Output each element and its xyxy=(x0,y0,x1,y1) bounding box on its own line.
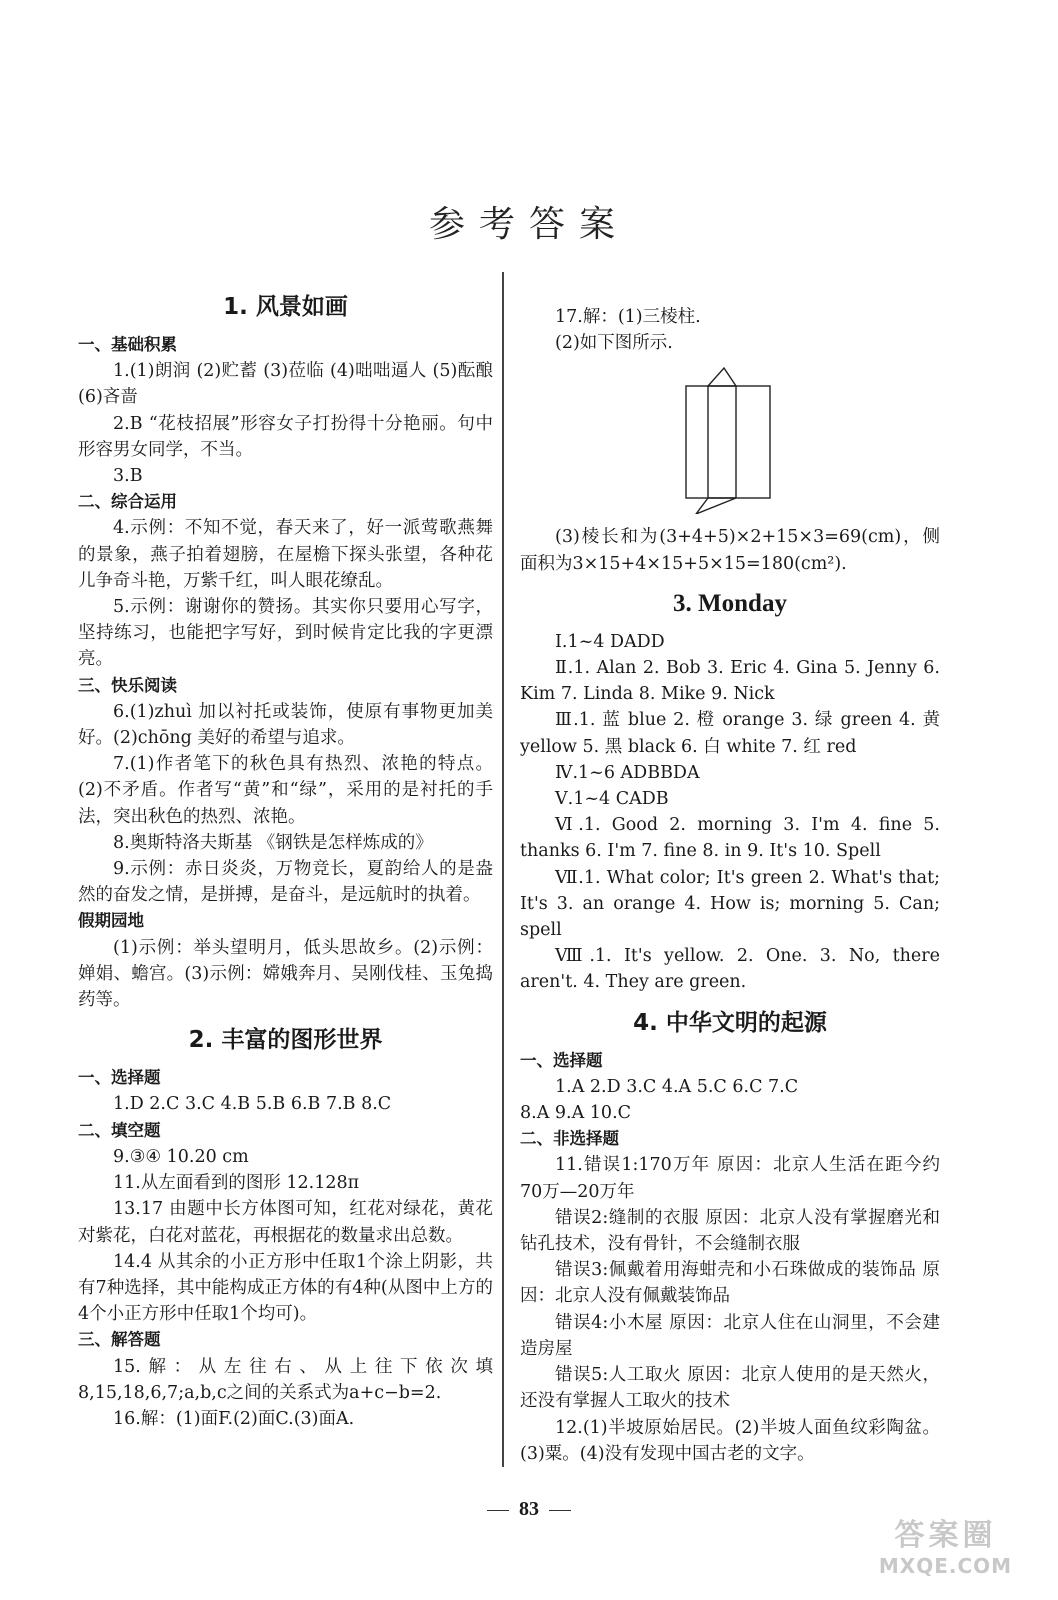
subheading: 二、非选择题 xyxy=(520,1129,619,1149)
choice-answers: 1.D 2.C 3.C 4.B 5.B 6.B 7.B 8.C xyxy=(113,1094,392,1115)
history-choices-1: 1.A 2.D 3.C 4.A 5.C 6.C 7.C xyxy=(555,1076,799,1097)
page-title: 参考答案 xyxy=(428,204,629,245)
answer-8: 8.奥斯特洛夫斯基 《钢铁是怎样炼成的》 xyxy=(113,832,433,853)
column-divider xyxy=(502,272,504,1467)
answer-holiday: (1)示例：举头望明月，低头思故乡。(2)示例：婵娟、蟾宫。(3)示例：嫦娥奔月、吴刚伐桂、玉兔捣药等。 xyxy=(78,937,493,1011)
answer-12: 12.(1)半坡原始居民。(2)半坡人面鱼纹彩陶盆。(3)粟。(4)没有发现中国古老的文字。 xyxy=(520,1417,940,1464)
subheading: 三、解答题 xyxy=(78,1330,161,1350)
english-part-7: Ⅶ.1. What color; It's green 2. What's that; It's 3. an orange 4. How is; morning 5. Can; spell xyxy=(520,867,940,941)
english-part-6: Ⅵ.1. Good 2. morning 3. I'm 4. fine 5. thanks 6. I'm 7. fine 8. in 9. It's 10. Spell xyxy=(520,815,940,862)
fill-answers-1: 9.③④ 10.20 cm xyxy=(113,1146,249,1167)
left-column xyxy=(78,290,493,1432)
answer-6: 6.(1)zhuì 加以衬托或装饰，使原有事物更加美好。(2)chōng 美好的希望与追求。 xyxy=(78,701,493,749)
english-part-2: Ⅱ.1. Alan 2. Bob 3. Eric 4. Gina 5. Jenny 6. Kim 7. Linda 8. Mike 9. Nick xyxy=(520,658,940,705)
answer-5: 5.示例：谢谢你的赞扬。其实你只要用心写字，坚持练习，也能把字写好，到时候肯定比我的字更漂亮。 xyxy=(78,597,493,670)
watermark-top: 答案圈 xyxy=(894,1518,997,1553)
answer-17c: (3)棱长和为(3+4+5)×2+15×3=69(cm)，侧面积为3×15+4×15+5×15=180(cm²). xyxy=(520,527,940,574)
answer-16: 16.解：(1)面F.(2)面C.(3)面A. xyxy=(113,1408,355,1429)
error-5: 错误5:人工取火 原因：北京人使用的是天然火，还没有掌握人工取火的技术 xyxy=(520,1365,940,1412)
right-column xyxy=(520,304,940,1467)
section-title-3: 3. Monday xyxy=(673,589,787,617)
english-part-4: Ⅳ.1~6 ADBBDA xyxy=(555,762,700,783)
answer-7: 7.(1)作者笔下的秋色具有热烈、浓艳的特点。(2)不矛盾。作者写“黄”和“绿”，采用的是衬托的手法，突出秋色的热烈、浓艳。 xyxy=(78,754,493,827)
answer-17a: 17.解：(1)三棱柱. xyxy=(555,307,701,327)
fill-answers-2: 11.从左面看到的图形 12.128π xyxy=(113,1173,360,1194)
answer-3: 3.B xyxy=(113,466,143,487)
section-title-2: 2. 丰富的图形世界 xyxy=(188,1027,383,1054)
watermark-bottom: MXQE.COM xyxy=(878,1554,1013,1578)
prism-figure xyxy=(520,366,940,514)
error-4: 错误4:小木屋 原因：北京人住在山洞里，不会建造房屋 xyxy=(520,1312,940,1359)
english-part-1: Ⅰ.1~4 DADD xyxy=(555,631,665,652)
section-title-1: 1. 风景如画 xyxy=(223,294,348,320)
answer-4: 4.示例：不知不觉，春天来了，好一派莺歌燕舞的景象，燕子拍着翅膀，在屋檐下探头张望，各种花儿争奇斗艳，万紫千红，叫人眼花缭乱。 xyxy=(78,518,493,591)
page-number-text: 83 xyxy=(519,1498,539,1520)
subheading: 假期园地 xyxy=(78,911,144,931)
subheading: 三、快乐阅读 xyxy=(78,675,177,695)
subheading: 一、选择题 xyxy=(520,1050,603,1070)
english-part-5: Ⅴ.1~4 CADB xyxy=(555,789,669,810)
answer-1: 1.(1)朗润 (2)贮蓄 (3)莅临 (4)咄咄逼人 (5)酝酿 (6)吝啬 xyxy=(78,361,493,408)
answer-17b: (2)如下图所示. xyxy=(555,333,673,354)
subheading: 二、综合运用 xyxy=(78,492,177,512)
history-choices-2: 8.A 9.A 10.C xyxy=(520,1103,632,1124)
subheading: 一、基础积累 xyxy=(78,335,177,354)
error-3: 错误3:佩戴着用海蚶壳和小石珠做成的装饰品 原因：北京人没有佩戴装饰品 xyxy=(520,1260,940,1307)
english-part-8: Ⅷ.1. It's yellow. 2. One. 3. No, there aren't. 4. They are green. xyxy=(520,946,940,993)
english-part-3: Ⅲ.1. 蓝 blue 2. 橙 orange 3. 绿 green 4. 黄 yellow 5. 黑 black 6. 白 white 7. 红 red xyxy=(520,710,940,757)
answer-15: 15.解：从左往右、从上往下依次填8,15,18,6,7;a,b,c之间的关系式为a+c−b=2. xyxy=(78,1356,493,1403)
answer-14: 14.4 从其余的小正方形中任取1个涂上阴影，共有7种选择，其中能构成正方体的有4种(从图中上方的4个小正方形中任取1个均可)。 xyxy=(78,1251,493,1325)
subheading: 一、选择题 xyxy=(78,1068,161,1088)
section-title-4: 4. 中华文明的起源 xyxy=(633,1009,827,1036)
answer-9: 9.示例：赤日炎炎，万物竞长，夏韵给人的是盎然的奋发之情，是拼搏，是奋斗，是远航时的执着。 xyxy=(78,859,493,906)
subheading: 二、填空题 xyxy=(78,1120,161,1140)
answer-13: 13.17 由题中长方体图可知，红花对绿花，黄花对紫花，白花对蓝花，再根据花的数量求出总数。 xyxy=(78,1199,493,1246)
watermark-logo xyxy=(863,1510,1028,1590)
prism-net-diagram xyxy=(520,366,940,514)
answer-2: 2.B “花枝招展”形容女子打扮得十分艳丽。句中形容男女同学，不当。 xyxy=(78,413,493,460)
error-1: 11.错误1:170万年 原因：北京人生活在距今约70万—20万年 xyxy=(520,1155,940,1202)
error-2: 错误2:缝制的衣服 原因：北京人没有掌握磨光和钻孔技术，没有骨针，不会缝制衣服 xyxy=(520,1207,940,1255)
